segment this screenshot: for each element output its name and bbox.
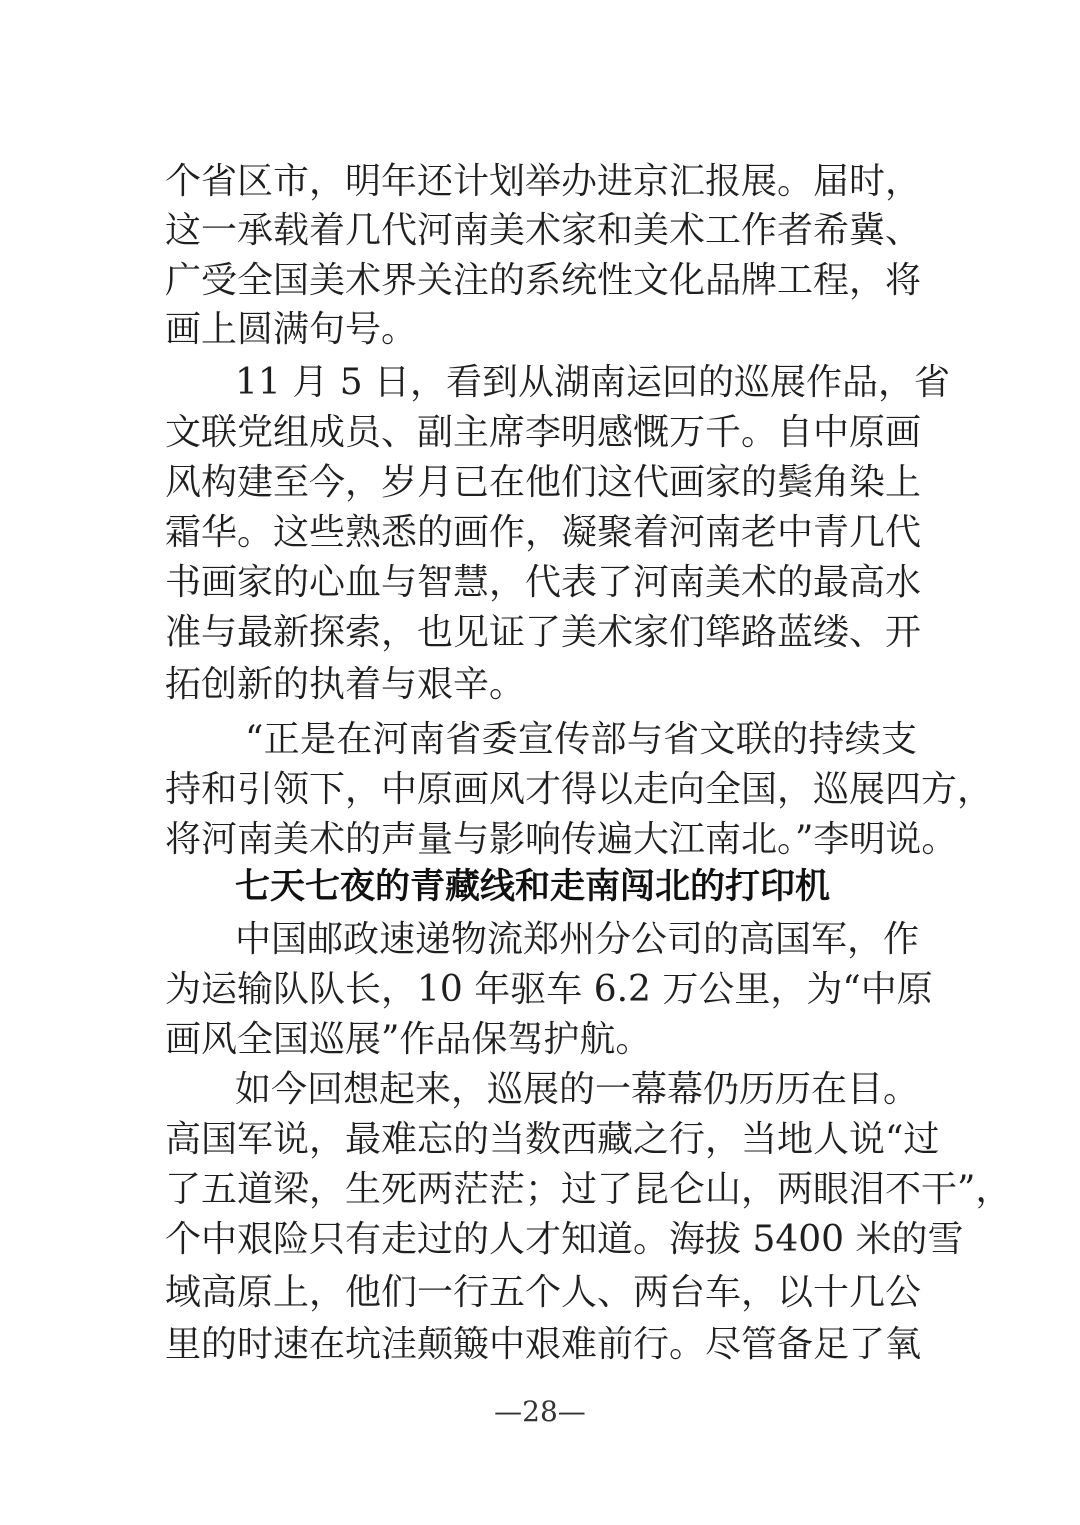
paragraph-4-line-1: 中国邮政速递物流郑州分公司的高国军，作 — [235, 919, 920, 960]
paragraph-1-line-2: 这一承载着几代河南美术家和美术工作者希冀、 — [165, 210, 922, 251]
paragraph-3-line-2: 持和引领下，中原画风才得以走向全国，巡展四方， — [165, 769, 994, 810]
page-number: —28— — [494, 1395, 586, 1428]
paragraph-5-line-6: 里的时速在坑洼颠簸中艰难前行。尽管备足了氧 — [165, 1324, 922, 1365]
paragraph-2-line-6: 准与最新探索，也见证了美术家们筚路蓝缕、开 — [165, 612, 922, 653]
paragraph-1-line-3: 广受全国美术界关注的系统性文化品牌工程，将 — [165, 260, 922, 301]
paragraph-3-line-3: 将河南美术的声量与影响传遍大江南北。”李明说。 — [165, 819, 958, 860]
paragraph-1-line-1: 个省区市，明年还计划举办进京汇报展。届时， — [165, 161, 922, 202]
paragraph-5-line-3: 了五道梁，生死两茫茫；过了昆仑山，两眼泪不干”， — [165, 1169, 1012, 1210]
paragraph-5-line-4: 个中艰险只有走过的人才知道。海拔 5400 米的雪 — [165, 1219, 964, 1260]
paragraph-2-line-3: 风构建至今，岁月已在他们这代画家的鬓角染上 — [165, 462, 922, 503]
paragraph-4-line-3: 画风全国巡展”作品保驾护航。 — [165, 1019, 652, 1060]
paragraph-2-line-5: 书画家的心血与智慧，代表了河南美术的最高水 — [165, 562, 922, 603]
paragraph-1-line-4: 画上圆满句号。 — [165, 309, 418, 350]
paragraph-2-line-4: 霜华。这些熟悉的画作，凝聚着河南老中青几代 — [165, 512, 922, 553]
paragraph-3-line-1: “正是在河南省委宣传部与省文联的持续支 — [245, 719, 917, 760]
paragraph-4-line-2: 为运输队队长，10 年驱车 6.2 万公里，为“中原 — [165, 969, 933, 1010]
paragraph-2-line-7: 拓创新的执着与艰辛。 — [165, 664, 526, 705]
paragraph-5-line-2: 高国军说，最难忘的当数西藏之行，当地人说“过 — [165, 1119, 940, 1160]
paragraph-5-line-1: 如今回想起来，巡展的一幕幕仍历历在目。 — [235, 1069, 920, 1110]
paragraph-2-line-1: 11 月 5 日，看到从湖南运回的巡展作品，省 — [235, 362, 951, 403]
paragraph-5-line-5: 域高原上，他们一行五个人、两台车，以十几公 — [165, 1272, 922, 1313]
paragraph-2-line-2: 文联党组成员、副主席李明感慨万千。自中原画 — [165, 412, 922, 453]
section-heading: 七天七夜的青藏线和走南闯北的打印机 — [235, 867, 831, 907]
